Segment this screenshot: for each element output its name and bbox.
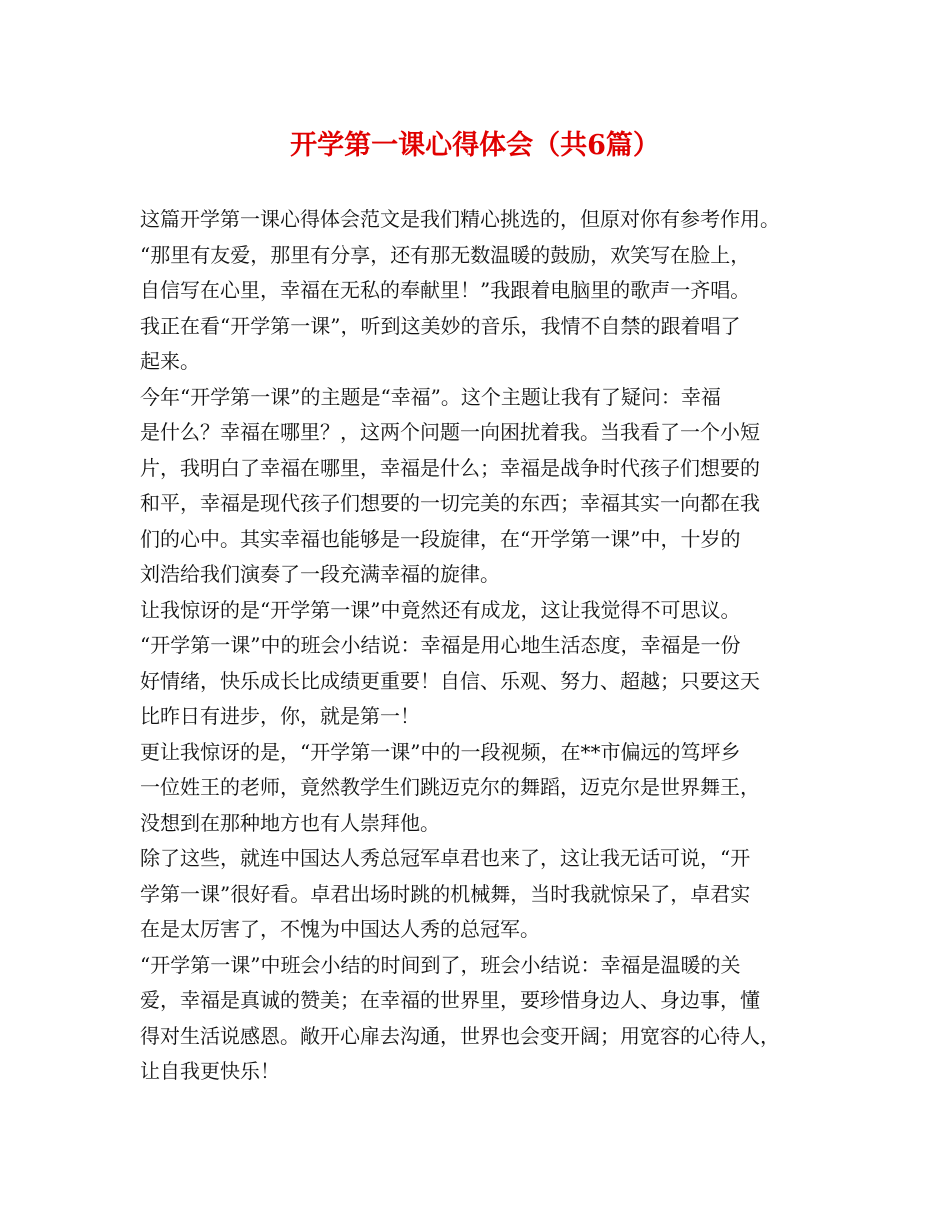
text-line: 没想到在那种地方也有人崇拜他。 — [140, 810, 440, 835]
text-line: 们的心中。其实幸福也能够是一段旋律，在“开学第一课”中，十岁的 — [140, 526, 741, 551]
text-line: 和平，幸福是现代孩子们想要的一切完美的东西；幸福其实一向都在我 — [140, 491, 760, 515]
text-line: 一位姓王的老师，竟然教学生们跳迈克尔的舞蹈，迈克尔是世界舞王， — [140, 775, 760, 799]
text-line: 在是太厉害了，不愧为中国达人秀的总冠军。 — [140, 917, 540, 941]
text-line: 今年“开学第一课”的主题是“幸福”。这个主题让我有了疑问：幸福 — [140, 384, 721, 409]
text-line: 好情绪，快乐成长比成绩更重要！自信、乐观、努力、超越；只要这天 — [140, 668, 760, 693]
text-line: 更让我惊讶的是，“开学第一课”中的一段视频，在**市偏远的笃坪乡 — [140, 739, 741, 764]
text-line: “开学第一课”中班会小结的时间到了，班会小结说：幸福是温暖的关 — [140, 952, 741, 977]
text-line: 学第一课”很好看。卓君出场时跳的机械舞，当时我就惊呆了，卓君实 — [140, 881, 751, 906]
text-line: 让自我更快乐！ — [140, 1059, 280, 1083]
text-line: 爱，幸福是真诚的赞美；在幸福的世界里，要珍惜身边人、身边事，懂 — [140, 988, 760, 1012]
text-line: 自信写在心里，幸福在无私的奉献里！”我跟着电脑里的歌声一齐唱。 — [140, 278, 751, 302]
text-line: “那里有友爱，那里有分享，还有那无数温暖的鼓励，欢笑写在脸上， — [140, 242, 751, 267]
text-line: 起来。 — [140, 349, 200, 373]
text-line: 这篇开学第一课心得体会范文是我们精心挑选的，但原对你有参考作用。 — [140, 207, 780, 231]
text-line: “开学第一课”中的班会小结说：幸福是用心地生活态度，幸福是一份 — [140, 633, 741, 657]
text-line: 除了这些，就连中国达人秀总冠军卓君也来了，这让我无话可说，“开 — [140, 846, 751, 870]
text-line: 片，我明白了幸福在哪里，幸福是什么；幸福是战争时代孩子们想要的 — [140, 455, 760, 480]
text-line: 是什么？幸福在哪里？，这两个问题一向困扰着我。当我看了一个小短 — [140, 420, 760, 444]
document-title: 开学第一课心得体会（共6篇） — [290, 130, 660, 161]
text-line: 比昨日有进步，你，就是第一！ — [140, 704, 420, 728]
text-line: 我正在看“开学第一课”，听到这美妙的音乐，我情不自禁的跟着唱了 — [140, 313, 741, 338]
text-line: 得对生活说感恩。敞开心扉去沟通，世界也会变开阔；用宽容的心待人， — [140, 1023, 780, 1048]
document-body — [140, 202, 815, 1090]
text-line: 刘浩给我们演奏了一段充满幸福的旋律。 — [140, 562, 500, 586]
text-line: 让我惊讶的是“开学第一课”中竟然还有成龙，这让我觉得不可思议。 — [140, 597, 741, 622]
